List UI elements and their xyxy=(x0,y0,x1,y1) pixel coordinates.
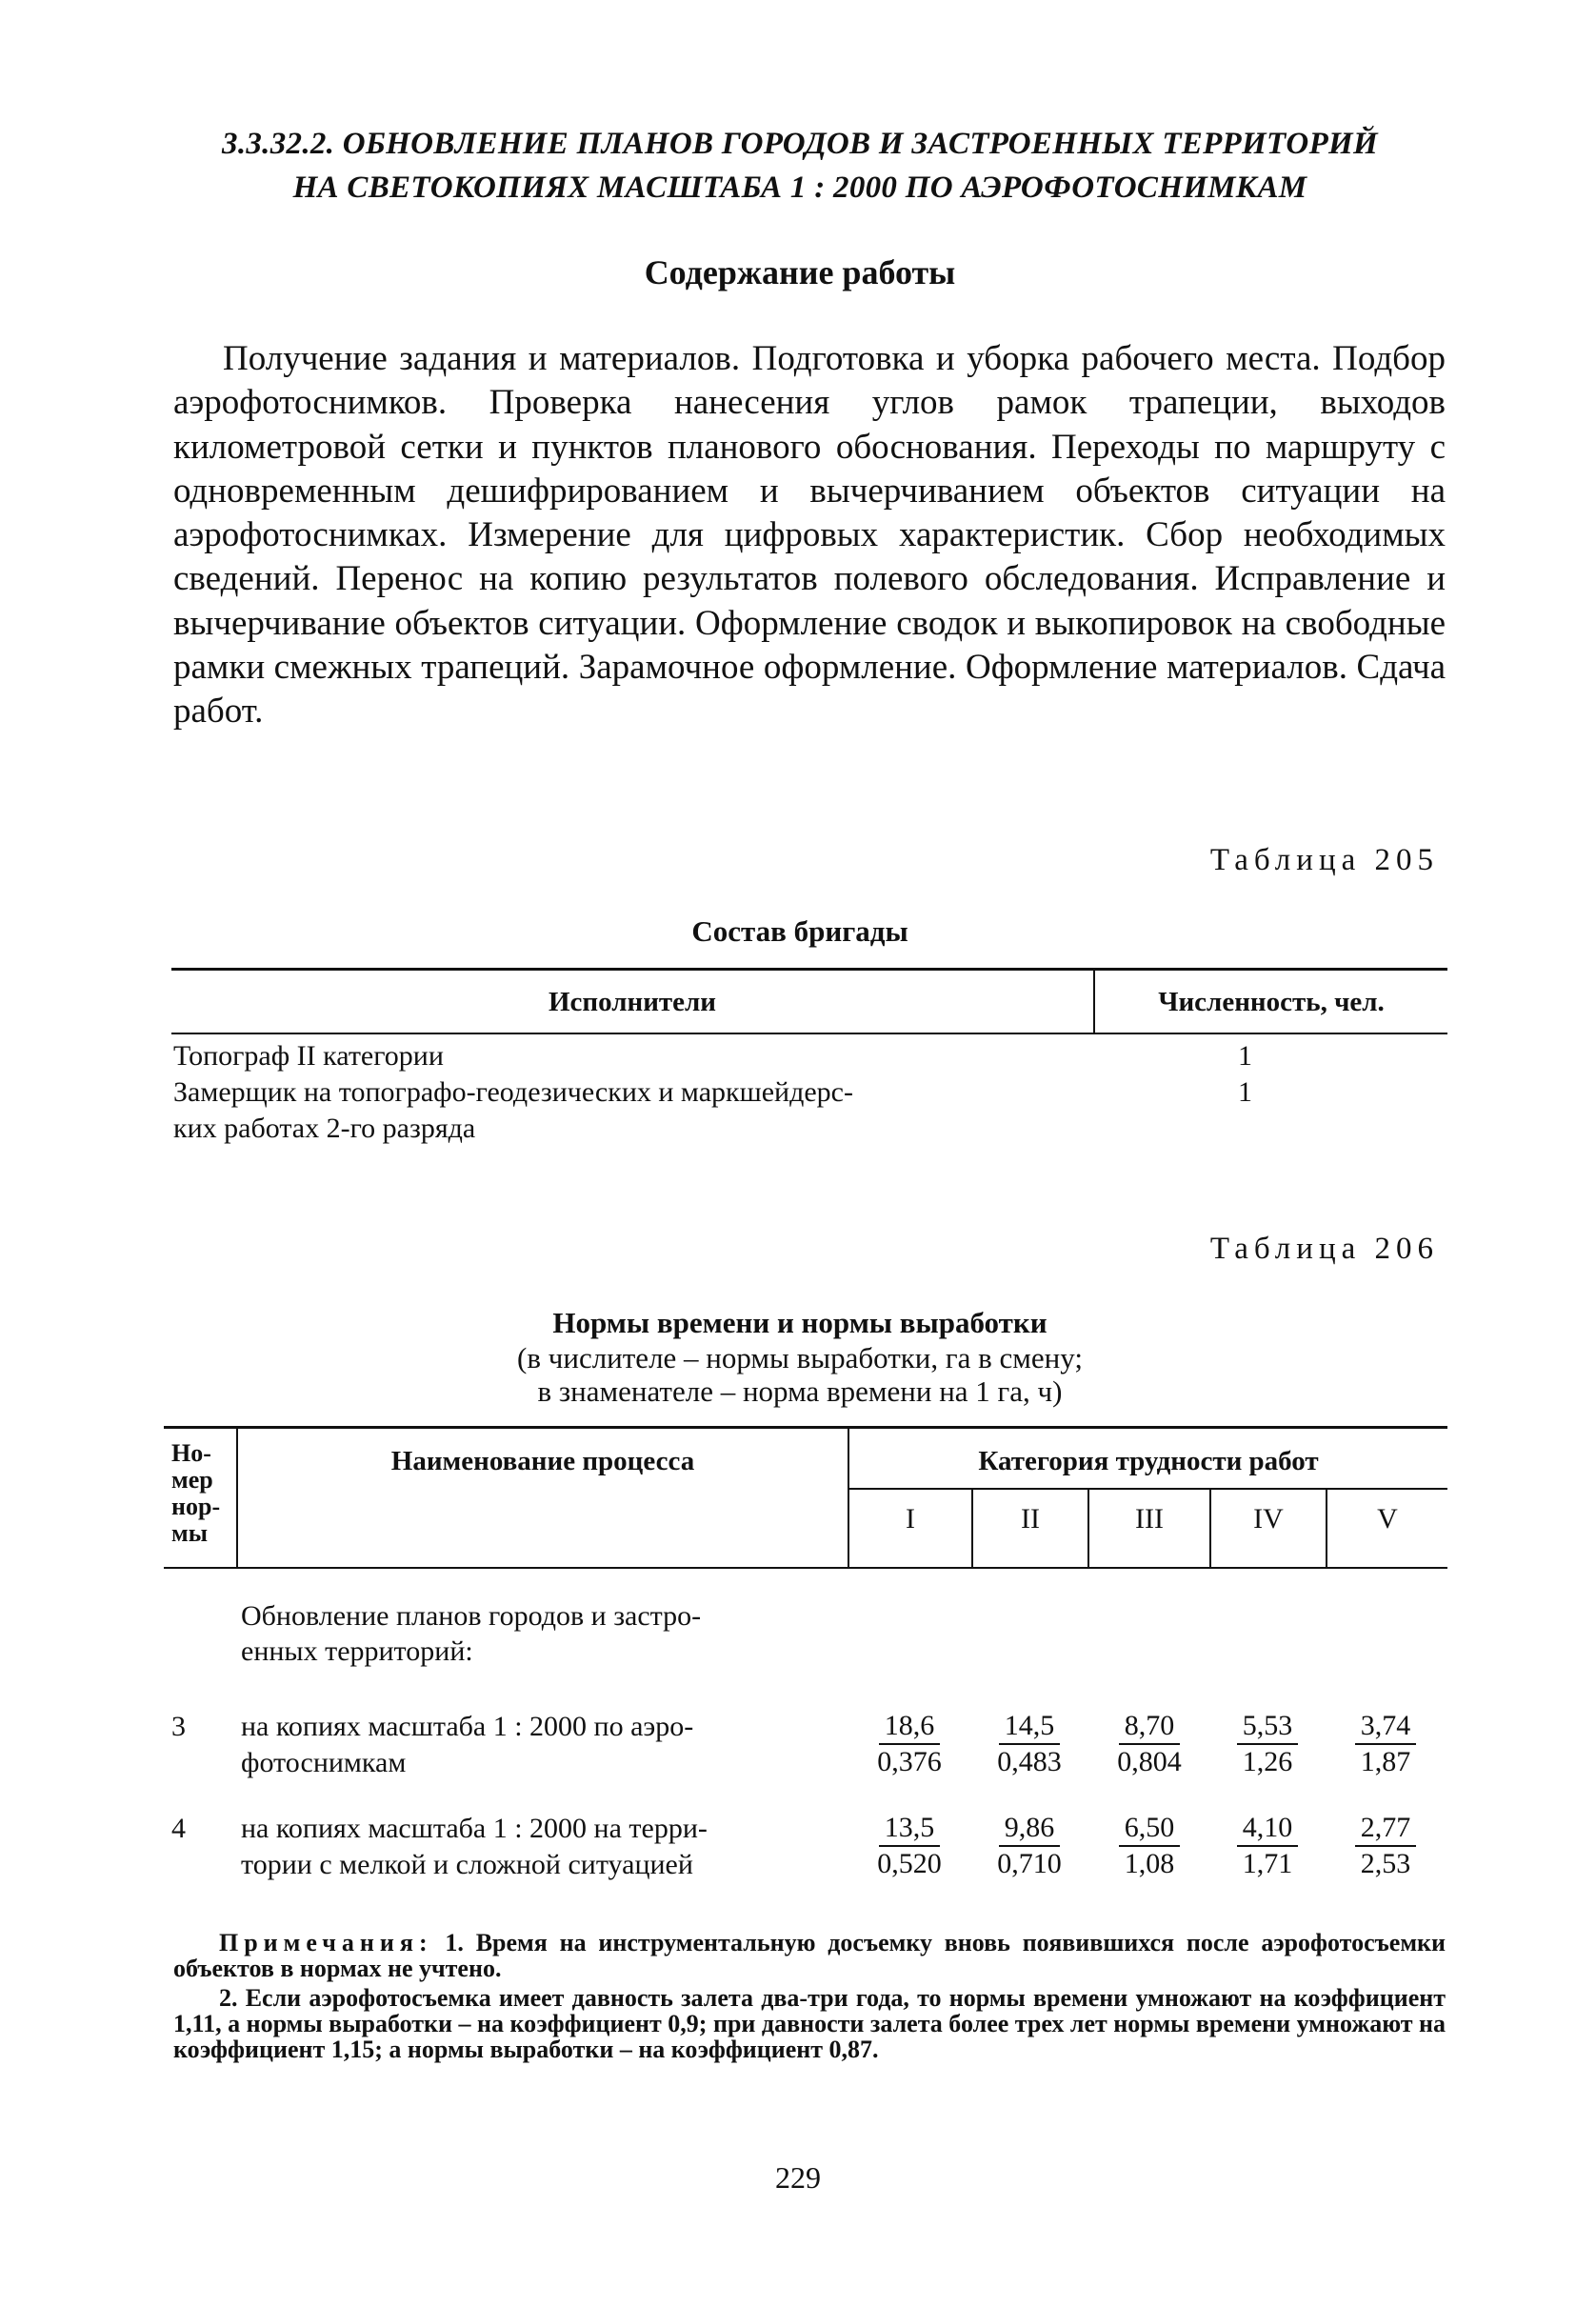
table-206-subtitle-line-2: в знаменателе – норма времени на 1 га, ч) xyxy=(537,1374,1063,1408)
time-norm: 2,53 xyxy=(1360,1848,1411,1879)
category-header-iv: IV xyxy=(1253,1503,1284,1535)
note-2: 2. Если аэрофотосъемка имеет давность залета два-три года, то нормы времени умножают на коэффициент 1,11, а нормы выработки – на коэффициент 0,9; при давности залета более трех лет нормы времени умножают на коэффициент 1,15; а нормы выработки – на коэффициент 0,87. xyxy=(173,1984,1446,2063)
time-norm: 0,804 xyxy=(1117,1746,1182,1777)
time-norm: 0,483 xyxy=(997,1746,1062,1777)
norm-value-iii xyxy=(1097,1709,1202,1779)
time-norm: 0,710 xyxy=(997,1848,1062,1879)
table-206-category-rule xyxy=(848,1488,1447,1490)
category-header-iii: III xyxy=(1135,1503,1164,1535)
table-205-top-rule xyxy=(171,968,1447,971)
header-number-line: мы xyxy=(171,1519,209,1547)
norm-value-v xyxy=(1333,1709,1438,1779)
header-number-line: мер xyxy=(171,1466,213,1494)
page-number: 229 xyxy=(775,2160,821,2195)
process-name-line-1: на копиях масштаба 1 : 2000 на терри- xyxy=(241,1813,708,1844)
row-number: 4 xyxy=(171,1813,186,1844)
process-name-line-2: фотоснимкам xyxy=(241,1747,407,1778)
table-206-top-rule xyxy=(164,1426,1447,1429)
process-name-line-2: тории с мелкой и сложной ситуацией xyxy=(241,1849,693,1880)
output-norm: 6,50 xyxy=(1119,1811,1181,1847)
norm-value-ii xyxy=(977,1709,1082,1779)
output-norm: 9,86 xyxy=(999,1811,1061,1847)
norm-value-iii xyxy=(1097,1811,1202,1881)
table-206-subtitle-line-1: (в числителе – нормы выработки, га в смену; xyxy=(517,1341,1083,1374)
table-206-header-process: Наименование процесса xyxy=(390,1446,695,1476)
norm-value-i xyxy=(857,1709,962,1779)
output-norm: 18,6 xyxy=(879,1709,941,1745)
norm-value-v xyxy=(1333,1811,1438,1881)
output-norm: 8,70 xyxy=(1119,1709,1181,1745)
section-title-line-1: 3.3.32.2. ОБНОВЛЕНИЕ ПЛАНОВ ГОРОДОВ И ЗАСТРОЕННЫХ ТЕРРИТОРИЙ xyxy=(222,127,1378,161)
norm-value-i xyxy=(857,1811,962,1881)
work-content-heading: Содержание работы xyxy=(644,253,956,291)
table-205-header-performers: Исполнители xyxy=(548,987,717,1017)
process-name-line-1: на копиях масштаба 1 : 2000 по аэро- xyxy=(241,1711,694,1742)
table-206-header-rule xyxy=(164,1567,1447,1569)
table-205-header-count: Численность, чел. xyxy=(1158,987,1385,1017)
note-1 xyxy=(173,1930,1446,1981)
time-norm: 1,87 xyxy=(1360,1746,1411,1777)
norm-value-iv xyxy=(1215,1709,1320,1779)
output-norm: 3,74 xyxy=(1355,1709,1417,1745)
output-norm: 13,5 xyxy=(879,1811,941,1847)
work-content-paragraph: Получение задания и материалов. Подготовка и уборка рабочего места. Подбор аэрофотоснимков. Проверка нанесения углов рамок трапеции, выходов километровой сетки и пунктов планового обоснования. Переходы по маршруту с одновременным дешифрированием и вычерчиванием объектов ситуации на аэрофотоснимках. Измерение для цифровых характеристик. Сбор необходимых сведений. Перенос на копию результатов полевого обследования. Исправление и вычерчивание объектов ситуации. Оформление сводок и выкопировок на свободные рамки смежных трапеций. Зарамочное оформление. Оформление материалов. Сдача работ. xyxy=(173,339,1446,732)
group-label-line-2: енных территорий: xyxy=(241,1635,473,1667)
output-norm: 5,53 xyxy=(1237,1709,1299,1745)
time-norm: 0,520 xyxy=(877,1848,942,1879)
notes-label: Примечания: xyxy=(219,1929,433,1956)
table-row-continued: ких работах 2-го разряда xyxy=(173,1113,476,1144)
time-norm: 1,08 xyxy=(1124,1848,1175,1879)
norm-value-iv xyxy=(1215,1811,1320,1881)
section-title-line-2: НА СВЕТОКОПИЯХ МАСШТАБА 1 : 2000 ПО АЭРОФОТОСНИМКАМ xyxy=(292,171,1307,205)
table-205-count-cell: 1 xyxy=(1238,1076,1252,1108)
header-number-line: Но- xyxy=(171,1439,211,1467)
table-205-label: Таблица 205 xyxy=(1209,843,1439,877)
table-206-caption: Нормы времени и нормы выработки xyxy=(552,1306,1047,1339)
time-norm: 1,26 xyxy=(1242,1746,1293,1777)
time-norm: 1,71 xyxy=(1242,1848,1293,1879)
table-206-header-number xyxy=(171,1440,220,1547)
table-205-caption: Состав бригады xyxy=(691,914,908,948)
output-norm: 4,10 xyxy=(1237,1811,1299,1847)
category-header-i: I xyxy=(906,1503,915,1535)
table-row: Замерщик на топографо-геодезических и маркшейдерс- xyxy=(173,1076,853,1108)
table-205-count-cell: 1 xyxy=(1238,1040,1252,1072)
header-number-line: нор- xyxy=(171,1493,221,1520)
table-row: Топограф II категории xyxy=(173,1040,444,1072)
time-norm: 0,376 xyxy=(877,1746,942,1777)
category-header-ii: II xyxy=(1021,1503,1040,1535)
note-1-text: 1. Время на инструментальную досъемку вновь появившихся после аэрофотосъемки объектов в нормах не учтено. xyxy=(173,1929,1446,1982)
row-number: 3 xyxy=(171,1711,186,1742)
category-header-v: V xyxy=(1377,1503,1398,1535)
table-206-label: Таблица 206 xyxy=(1209,1232,1439,1266)
table-206-header-category: Категория трудности работ xyxy=(978,1446,1319,1476)
norm-value-ii xyxy=(977,1811,1082,1881)
output-norm: 14,5 xyxy=(999,1709,1061,1745)
output-norm: 2,77 xyxy=(1355,1811,1417,1847)
group-label-line-1: Обновление планов городов и застро- xyxy=(241,1600,702,1632)
table-205-header-rule xyxy=(171,1033,1447,1034)
